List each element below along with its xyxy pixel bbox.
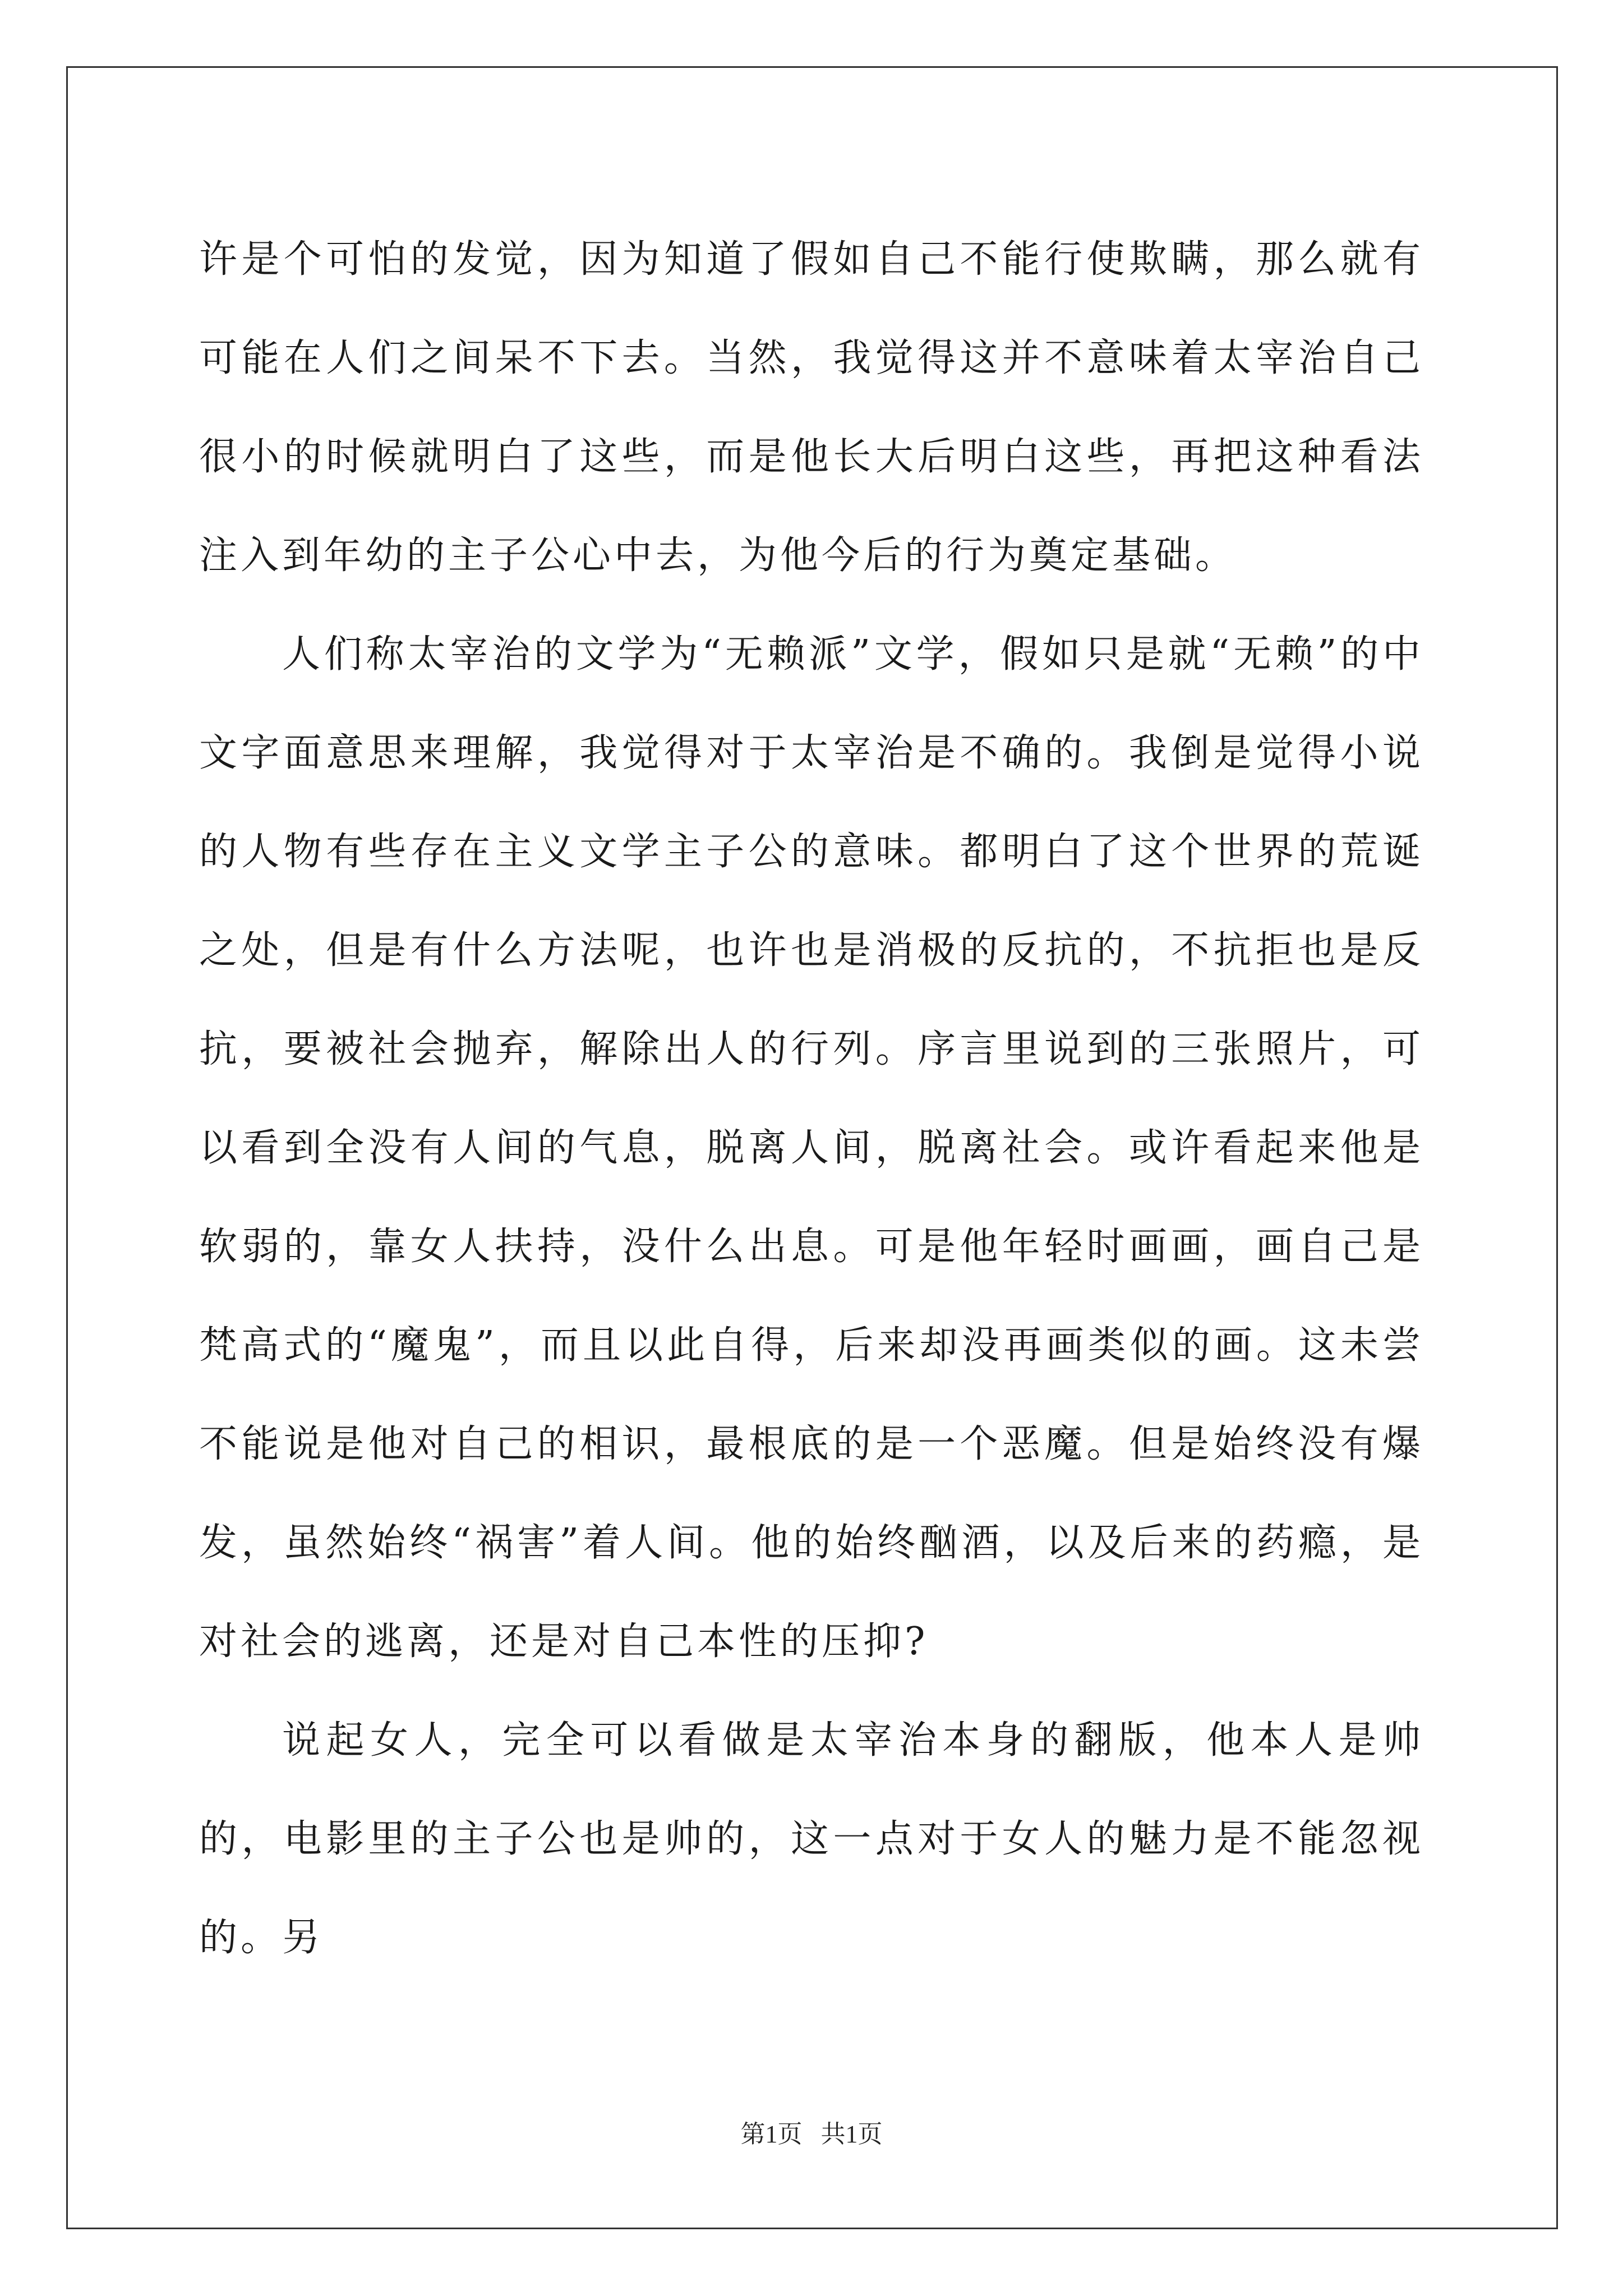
paragraph-3: 说起女人，完全可以看做是太宰治本身的翻版，他本人是帅的，电影里的主子公也是帅的，这一点对于女人的魅力是不能忽视的。另 [199, 1718, 1424, 1960]
paragraph-2: 人们称太宰治的文学为“无赖派”文学，假如只是就“无赖”的中文字面意思来理解，我觉得对于太宰治是不确的。我倒是觉得小说的人物有些存在主义文学主子公的意味。都明白了这个世界的荒诞之处，但是有什么方法呢，也许也是消极的反抗的，不抗拒也是反抗，要被社会抛弃，解除出人的行列。序言里说到的三张照片，可以看到全没有人间的气息，脱离人间，脱离社会。或许看起来他是软弱的，靠女人扶持，没什么出息。可是他年轻时画画，画自己是梵高式的“魔鬼”，而且以此自得，后来却没再画类似的画。这未尝不能说是他对自己的相识，最根底的是一个恶魔。但是始终没有爆发，虽然始终“祸害”着人间。他的始终酗酒，以及后来的药瘾，是对社会的逃离，还是对自己本性的压抑? [199, 632, 1424, 1664]
paragraph-1: 许是个可怕的发觉，因为知道了假如自己不能行使欺瞒，那么就有可能在人们之间呆不下去。当然，我觉得这并不意味着太宰治自己很小的时候就明白了这些，而是他长大后明白这些，再把这种看法注入到年幼的主子公心中去，为他今后的行为奠定基础。 [199, 237, 1424, 578]
page-footer: 第1页 共1页 [740, 2120, 883, 2148]
document-body [199, 210, 1424, 1987]
